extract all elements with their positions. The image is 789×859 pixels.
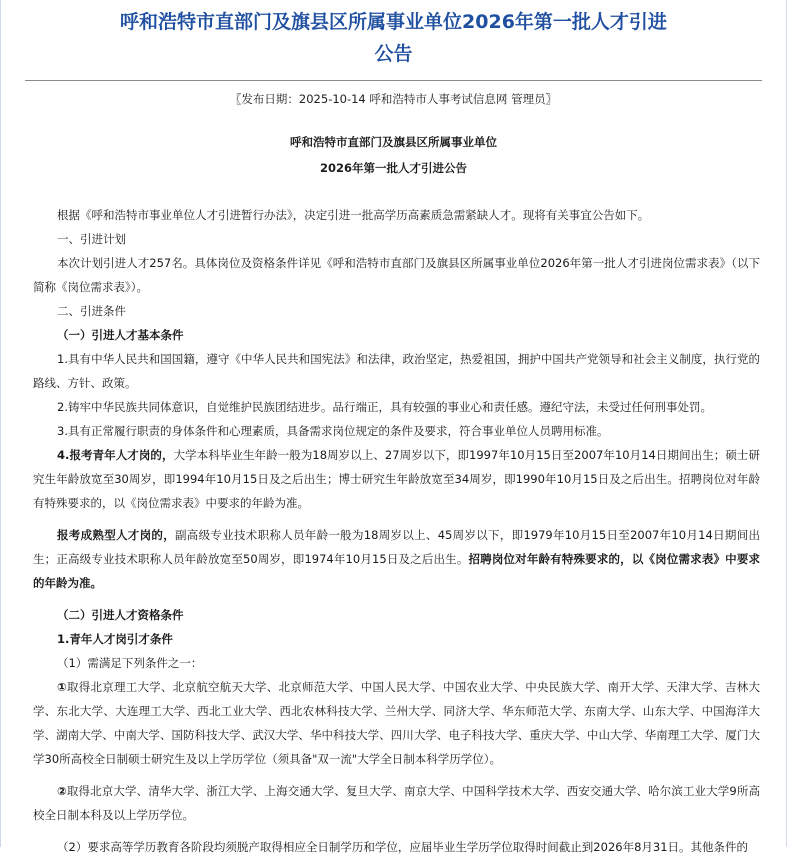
section-heading-conditions: 二、引进条件	[57, 304, 126, 318]
publish-meta: 〖发布日期：2025-10-14 呼和浩特市人事考试信息网 管理员〗	[229, 92, 558, 106]
subtitle-line2: 2026年第一批人才引进公告	[319, 161, 467, 175]
condition-5-bold: 报考成熟型人才岗的，	[57, 528, 175, 542]
condition-5	[33, 523, 760, 595]
document-subtitle	[1, 129, 786, 181]
qualification-item-1b-text: 取得北京大学、清华大学、浙江大学、上海交通大学、复旦大学、南京大学、中国科学技术大学、西安交通大学、哈尔滨工业大学9所高校全日制本科及以上学历学位。	[33, 784, 760, 822]
condition-5-text: 副高级专业技术职称人员年龄一般为18周岁以上、45周岁以下，即1979年10月15日至2007年10月14日期间出生；正高级专业技术职称人员年龄放宽至50周岁，即1974年10月15日及之后出生。	[33, 528, 760, 566]
page-title-line1: 呼和浩特市直部门及旗县区所属事业单位2026年第一批人才引进	[120, 11, 667, 33]
condition-4-bold: 报考青年人才岗的，	[69, 448, 174, 462]
circled-one-marker: ①	[57, 680, 67, 694]
qualification-item-1a	[33, 675, 760, 771]
qualification-item-1: （1）需满足下列条件之一：	[57, 656, 203, 670]
section-heading-plan: 一、引进计划	[57, 232, 126, 246]
condition-1: 1.具有中华人民共和国国籍，遵守《中华人民共和国宪法》和法律，政治坚定，热爱祖国，拥护中国共产党领导和社会主义制度，执行党的路线、方针、政策。	[33, 352, 760, 390]
page-title-line2: 公告	[374, 43, 413, 65]
circled-two-marker: ②	[57, 784, 67, 798]
condition-2: 2.铸牢中华民族共同体意识，自觉维护民族团结进步。品行端正，具有较强的事业心和责任感。遵纪守法，未受过任何刑事处罚。	[57, 400, 712, 414]
condition-5-bold-end: 招聘岗位对年龄有特殊要求的，以《岗位需求表》中要求的年龄为准。	[33, 552, 760, 590]
page-title	[1, 0, 786, 70]
title-divider	[25, 80, 762, 81]
qualification-youth-heading: 1.青年人才岗引才条件	[57, 632, 173, 646]
intro-paragraph: 根据《呼和浩特市事业单位人才引进暂行办法》，决定引进一批高学历高素质急需紧缺人才。现将有关事宜公告如下。	[57, 208, 650, 222]
qualification-item-1a-text: 取得北京理工大学、北京航空航天大学、北京师范大学、中国人民大学、中国农业大学、中央民族大学、南开大学、天津大学、吉林大学、东北大学、大连理工大学、西北工业大学、西北农林科技大学、兰州大学、同济大学、华东师范大学、东南大学、山东大学、中国海洋大学、湖南大学、中南大学、国防科技大学、武汉大学、华中科技大学、四川大学、电子科技大学、重庆大学、中山大学、华南理工大学、厦门大学30所高校全日制硕士研究生及以上学历学位（须具备"双一流"大学全日制本科学历学位）。	[33, 680, 760, 766]
document-body	[1, 203, 786, 859]
subsection-basic-conditions: （一）引进人才基本条件	[57, 328, 184, 342]
plan-paragraph: 本次计划引进人才257名。具体岗位及资格条件详见《呼和浩特市直部门及旗县区所属事业单位2026年第一批人才引进岗位需求表》（以下简称《岗位需求表》）。	[33, 256, 760, 294]
condition-4-prefix: 4.	[57, 448, 70, 462]
qualification-item-2: （2）要求高等学历教育各阶段均须脱产取得相应全日制学历和学位，应届毕业生学历学位取得时间截止到2026年8月31日。其他条件的	[57, 840, 749, 854]
subsection-qualifications: （二）引进人才资格条件	[57, 608, 184, 622]
condition-4-text: 大学本科毕业生年龄一般为18周岁以上、27周岁以下，即1997年10月15日至2007年10月14日期间出生；硕士研究生年龄放宽至30周岁，即1994年10月15日及之后出生；博士研究生年龄放宽至34周岁，即1990年10月15日及之后出生。招聘岗位对年龄有特殊要求的，以《岗位需求表》中要求的年龄为准。	[33, 448, 760, 510]
condition-3: 3.具有正常履行职责的身体条件和心理素质，具备需求岗位规定的条件及要求，符合事业单位人员聘用标准。	[57, 424, 609, 438]
condition-4	[33, 443, 760, 515]
qualification-item-1b	[33, 779, 760, 827]
subtitle-line1: 呼和浩特市直部门及旗县区所属事业单位	[290, 135, 497, 149]
